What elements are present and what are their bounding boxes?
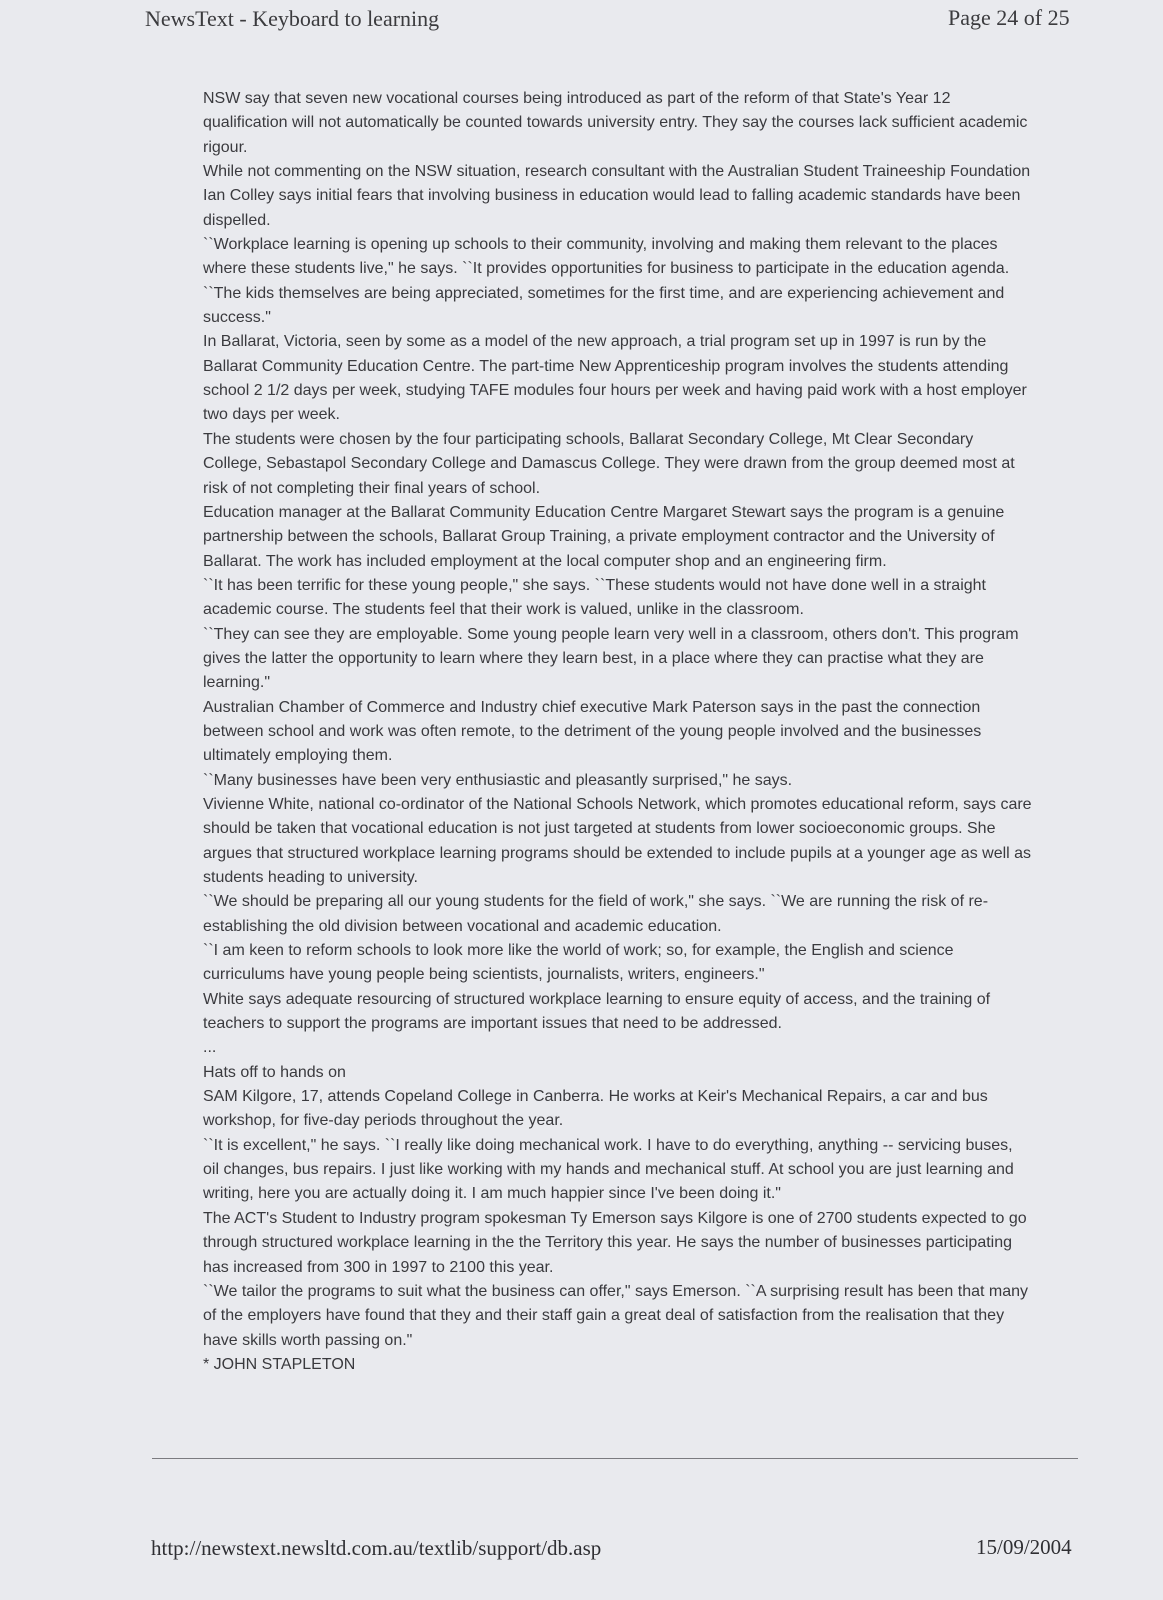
article-paragraph: ``It is excellent," he says. ``I really like doing mechanical work. I have to do everything, anything -- servicing buses, oil changes, bus repairs. I just like working with my hands and mechanical stuff. At school you are just learning and writing, here you are actually doing it. I am much happier since I've been doing it."	[203, 1136, 1014, 1203]
article-paragraph: ``I am keen to reform schools to look more like the world of work; so, for example, the English and science curriculums have young people being scientists, journalists, writers, engineers."	[203, 942, 954, 984]
author-byline: * JOHN STAPLETON	[203, 1355, 356, 1373]
section-heading: Hats off to hands on	[203, 1063, 346, 1081]
article-paragraph: ``Many businesses have been very enthusiastic and pleasantly surprised," he says.	[203, 771, 793, 789]
section-separator: ...	[203, 1039, 217, 1057]
article-paragraph: ``Workplace learning is opening up schools to their community, involving and making them relevant to the places where these students live," he says. ``It provides opportunities for business to participate in the education agenda.	[203, 236, 1010, 278]
page-number: Page 24 of 25	[948, 5, 1070, 30]
article-paragraph: In Ballarat, Victoria, seen by some as a model of the new approach, a trial program set up in 1997 is run by the Ballarat Community Education Centre. The part-time New Apprenticeship program involves the students attending school 2 1/2 days per week, studying TAFE modules four hours per week and having paid work with a host employer two days per week.	[203, 333, 1027, 424]
footer-divider	[152, 1458, 1078, 1459]
article-paragraph: ``We should be preparing all our young students for the field of work," she says. ``We are running the risk of re-establishing the old division between vocational and academic education.	[203, 893, 989, 935]
source-url: http://newstext.newsltd.com.au/textlib/support/db.asp	[151, 1536, 602, 1560]
article-paragraph: ``It has been terrific for these young people," she says. ``These students would not have done well in a straight academic course. The students feel that their work is valued, unlike in the classroom.	[203, 576, 986, 619]
article-paragraph: Vivienne White, national co-ordinator of the National Schools Network, which promotes educational reform, says care should be taken that vocational education is not just targeted at students from lower socioeconomic groups. She argues that structured workplace learning programs should be extended to include pupils at a younger age as well as students heading to university.	[203, 795, 1032, 886]
article-paragraph: SAM Kilgore, 17, attends Copeland College in Canberra. He works at Keir's Mechanical Repairs, a car and bus workshop, for five-day periods throughout the year.	[203, 1088, 988, 1130]
article-paragraph: ``They can see they are employable. Some young people learn very well in a classroom, others don't. This program gives the latter the opportunity to learn where they learn best, in a place where they can practise what they are learning."	[203, 625, 1019, 692]
print-date: 15/09/2004	[976, 1535, 1072, 1559]
article-paragraph: While not commenting on the NSW situation, research consultant with the Australian Student Traineeship Foundation Ian Colley says initial fears that involving business in education would lead to falling academic standards have been dispelled.	[203, 163, 1031, 229]
article-paragraph: ``We tailor the programs to suit what the business can offer," says Emerson. ``A surprising result has been that many of the employers have found that they and their staff gain a great deal of satisfaction from the realisation that they have skills worth passing on."	[203, 1282, 1029, 1349]
article-body	[203, 87, 1033, 1377]
article-paragraph: NSW say that seven new vocational courses being introduced as part of the reform of that State's Year 12 qualification will not automatically be counted towards university entry. They say the courses lack sufficient academic rigour.	[203, 90, 1028, 156]
article-paragraph: The ACT's Student to Industry program spokesman Ty Emerson says Kilgore is one of 2700 students expected to go through structured workplace learning in the the Territory this year. He says the number of businesses participating has increased from 300 in 1997 to 2100 this year.	[203, 1209, 1027, 1276]
article-paragraph: Australian Chamber of Commerce and Industry chief executive Mark Paterson says in the past the connection between school and work was often remote, to the detriment of the young people involved and the businesses ultimately employing them.	[203, 698, 982, 765]
article-paragraph: White says adequate resourcing of structured workplace learning to ensure equity of access, and the training of teachers to support the programs are important issues that need to be addressed.	[203, 990, 991, 1033]
article-paragraph: ``The kids themselves are being appreciated, sometimes for the first time, and are experiencing achievement and success."	[203, 284, 1005, 327]
article-paragraph: Education manager at the Ballarat Community Education Centre Margaret Stewart says the program is a genuine partnership between the schools, Ballarat Group Training, a private employment contractor and the University of Ballarat. The work has included employment at the local computer shop and an engineering firm.	[203, 503, 1005, 570]
document-title: NewsText - Keyboard to learning	[145, 6, 440, 31]
article-paragraph: The students were chosen by the four participating schools, Ballarat Secondary College, Mt Clear Secondary College, Sebastapol Secondary College and Damascus College. They were drawn from the group deemed most at risk of not completing their final years of school.	[203, 430, 1015, 497]
